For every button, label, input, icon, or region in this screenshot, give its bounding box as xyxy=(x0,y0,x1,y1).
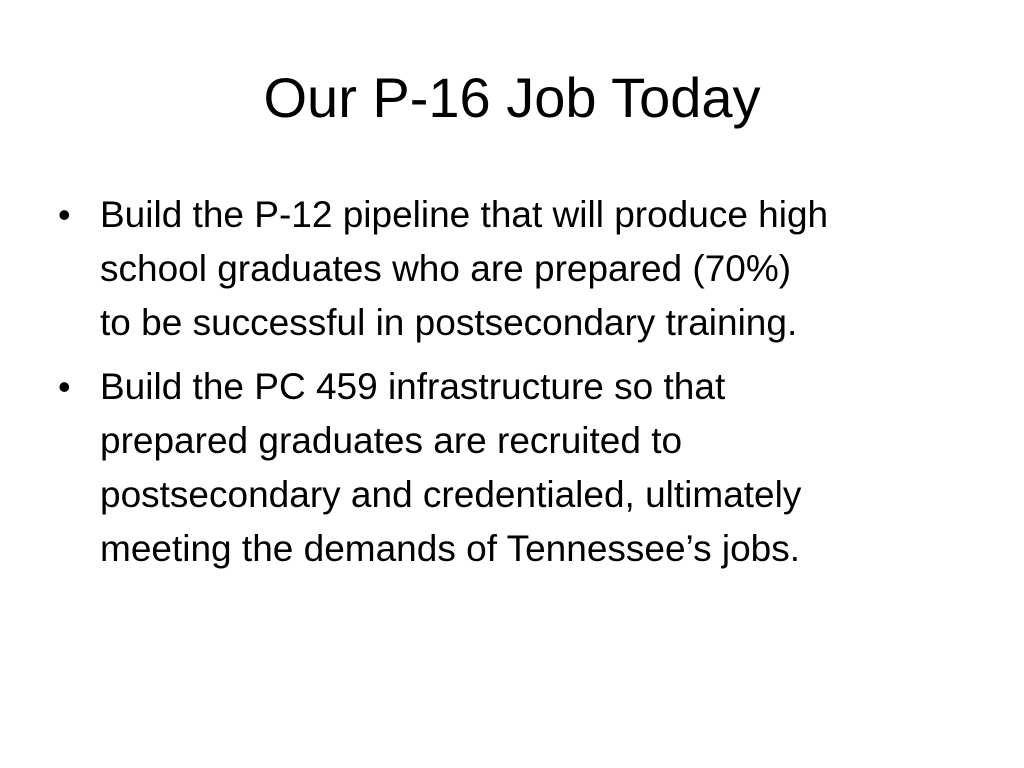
bullet-item xyxy=(58,188,1008,350)
bullet-text xyxy=(100,188,828,350)
bullet-line: meeting the demands of Tennessee’s jobs. xyxy=(100,528,801,569)
bullet-list xyxy=(58,188,1008,586)
slide-title: Our P-16 Job Today xyxy=(263,66,761,129)
bullet-marker: • xyxy=(58,194,71,235)
bullet-marker: • xyxy=(58,366,71,407)
bullet-line: postsecondary and credentialed, ultimately xyxy=(100,474,802,515)
bullet-line: Build the PC 459 infrastructure so that xyxy=(100,366,726,407)
bullet-line: to be successful in postsecondary training. xyxy=(100,302,798,343)
bullet-line: Build the P-12 pipeline that will produce high xyxy=(100,194,829,235)
bullet-text xyxy=(100,360,801,576)
bullet-line: school graduates who are prepared (70%) xyxy=(100,248,792,289)
bullet-item xyxy=(58,360,1008,576)
bullet-line: prepared graduates are recruited to xyxy=(100,420,683,461)
